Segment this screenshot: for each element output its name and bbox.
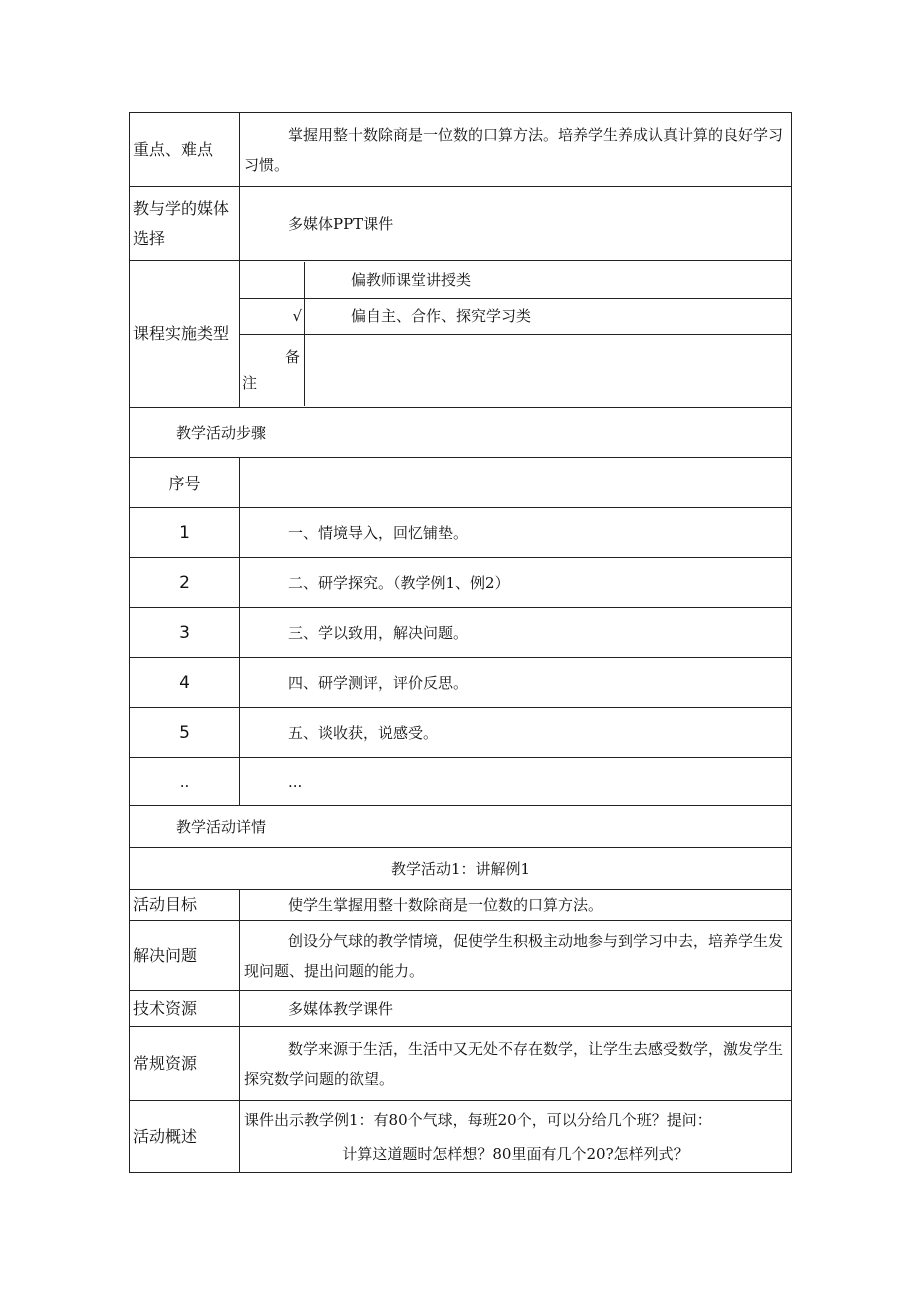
row-key-points: [130, 113, 792, 187]
step-row: [130, 558, 792, 608]
step-index: 3: [130, 608, 240, 658]
row-activity-overview: [130, 1101, 792, 1173]
media-text: 多媒体PPT课件: [240, 187, 792, 261]
course-type-option: [240, 298, 791, 334]
row-activity-regular: [130, 1027, 792, 1101]
step-index: ..: [130, 758, 240, 806]
steps-content-header: [240, 458, 792, 508]
option-text-2: 偏自主、合作、探究学习类: [305, 298, 792, 334]
option-check-1: [240, 262, 305, 298]
row-activity-goal: [130, 890, 792, 921]
steps-section-title: 教学活动步骤: [130, 408, 792, 458]
lesson-plan-table: [129, 112, 792, 1173]
step-row: [130, 758, 792, 806]
step-index: 4: [130, 658, 240, 708]
activity-regular-text: 数学来源于生活，生活中又无处不存在数学，让学生去感受数学，激发学生探究数学问题的欲望。: [240, 1027, 792, 1101]
step-text: 四、研学测评，评价反思。: [240, 658, 792, 708]
note-text: [305, 334, 792, 406]
step-index: 5: [130, 708, 240, 758]
key-points-text: 掌握用整十数除商是一位数的口算方法。培养学生养成认真计算的良好学习习惯。: [240, 113, 792, 187]
course-type-note: [240, 334, 791, 406]
step-text: ...: [240, 758, 792, 806]
row-media: [130, 187, 792, 261]
course-type-cell: [240, 261, 792, 408]
row-activity-title: [130, 848, 792, 890]
note-label-cell: [240, 334, 305, 406]
activity-goal-text: 使学生掌握用整十数除商是一位数的口算方法。: [240, 890, 792, 921]
steps-index-header: 序号: [130, 458, 240, 508]
row-steps-section: [130, 408, 792, 458]
key-points-label: 重点、难点: [130, 113, 240, 187]
activity-goal-label: 活动目标: [130, 890, 240, 921]
step-row: [130, 658, 792, 708]
step-index: 1: [130, 508, 240, 558]
note-label-a: 备: [284, 348, 300, 367]
activity-title: 教学活动1：讲解例1: [130, 848, 792, 890]
activity-overview-line1: 课件出示教学例1：有80个气球，每班20个，可以分给几个班？提问：: [244, 1110, 712, 1129]
activity-tech-text: 多媒体教学课件: [240, 991, 792, 1027]
row-activity-problem: [130, 921, 792, 991]
row-details-section: [130, 806, 792, 848]
row-steps-header: [130, 458, 792, 508]
note-label-b: 注: [242, 374, 258, 393]
option-check-2: √: [240, 298, 305, 334]
activity-tech-label: 技术资源: [130, 991, 240, 1027]
activity-problem-text: 创设分气球的教学情境，促使学生积极主动地参与到学习中去，培养学生发现问题、提出问题的能力。: [240, 921, 792, 991]
course-type-label: 课程实施类型: [130, 261, 240, 408]
lesson-plan-page: [129, 112, 791, 1173]
course-type-option: [240, 262, 791, 298]
activity-overview-cell: [240, 1101, 792, 1173]
step-text: 一、情境导入，回忆铺垫。: [240, 508, 792, 558]
step-index: 2: [130, 558, 240, 608]
step-row: [130, 508, 792, 558]
step-row: [130, 708, 792, 758]
media-label: 教与学的媒体选择: [130, 187, 240, 261]
activity-overview-line2: 计算这道题时怎样想？80里面有几个20?怎样列式？: [342, 1144, 689, 1163]
row-activity-tech: [130, 991, 792, 1027]
activity-problem-label: 解决问题: [130, 921, 240, 991]
details-section-title: 教学活动详情: [130, 806, 792, 848]
activity-overview-label: 活动概述: [130, 1101, 240, 1173]
step-text: 五、谈收获，说感受。: [240, 708, 792, 758]
course-type-options: [240, 262, 791, 406]
step-text: 三、学以致用，解决问题。: [240, 608, 792, 658]
row-course-type: [130, 261, 792, 408]
option-text-1: 偏教师课堂讲授类: [351, 270, 472, 289]
activity-regular-label: 常规资源: [130, 1027, 240, 1101]
step-row: [130, 608, 792, 658]
step-text: 二、研学探究。（教学例1、例2）: [240, 558, 792, 608]
